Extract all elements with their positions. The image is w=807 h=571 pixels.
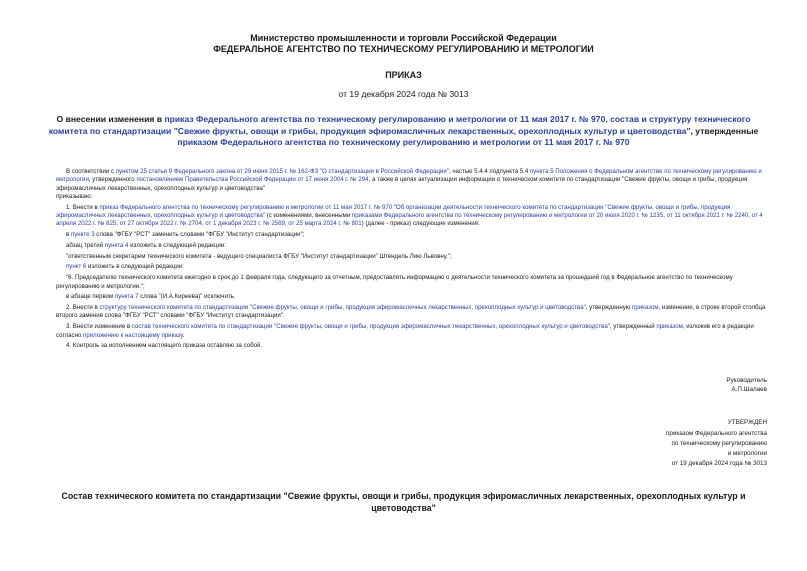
signatory-role: Руководитель [726,377,767,384]
item-1: 1. Внести в приказ Федерального агентства по техническому регулированию и метрологии от 11 мая 2017 г. № 970 "Об организации деятельности технического комитета по стандартизации "Свежие фрукты, овощи и грибы, продукция эфиромасличных лекарственных, орехоплодных культур и цветоводства" (с изменениями, внесенными приказами Федерального агентства по техническому регулированию и метрологии от 20 июля 2020 г. № 1235, от 11 октября 2021 г. № 2240, от 4 апреля 2022 г. № 825, от 27 октября 2022 г. № 2704, от 1 декабря 2023 г. № 2569, от 25 марта 2024 г. № 801) (далее - приказ) следующие изменения: [56,203,763,228]
document-body [56,168,776,351]
item-1-sub-6: в абзаце первом пункта 7 слова "(И.А.Киреева)" исключить. [66,293,236,301]
link-order-item-2[interactable]: приказом [632,304,659,312]
link-appendix[interactable]: приложению к настоящему приказу [83,331,183,339]
item-1-sub-5: "6. Председателю технического комитета ежегодно в срок до 1 февраля года, следующего за отчетным, предоставлять информацию о деятельности технического комитета за прошедший год в Федеральное агентство по техническому регулированию и метрологии."; [56,274,733,290]
ministry-name: Министерство промышленности и торговли Российской Федерации [250,33,557,43]
item-1-sub-1: в пункте 3 слова "ФГБУ "РСТ" заменить словами "ФГБУ "Институт стандартизации"; [66,231,305,239]
composition-title: Состав технического комитета по стандартизации "Свежие фрукты, овощи и грибы, продукция эфиромасличных лекарственных, орехоплодных культур и цветоводства" [61,491,746,513]
link-federal-law[interactable]: пунктом 25 статьи 9 Федерального закона от 29 июня 2015 г. № 162-ФЗ "О стандартизации в Российской Федерации" [115,168,449,175]
link-order-item-3[interactable]: приказом [656,323,683,331]
approval-line-1: приказом Федерального агентства [665,430,767,437]
item-1-sub-3: "ответственным секретарем технического комитета - ведущего специалиста ФГБУ "Институт стандартизации" Штендель Лию Львовну."; [66,252,452,260]
item-2: 2. Внести в структуру технического комитета по стандартизации "Свежие фрукты, овощи и грибы, продукция эфиромасличных лекарственных, орехоплодных культур и цветоводства", утвержденную приказом, изменение, в строке второй столбца второго заменив слова "ФГБУ "РСТ" словами "ФГБУ "Институт стандартизации". [56,304,766,320]
document-title: О внесении изменения в приказ Федерального агентства по техническому регулированию и метрологии от 11 мая 2017 г. № 970, состав и структуру технического комитета по стандартизации "Свежие фрукты, овощи и грибы, продукция эфиромасличных лекарственных, орехоплодных культур и цветоводства", утвержденные приказом Федерального агентства по техническому регулированию и метрологии от 11 мая 2017 г. № 970 [48,114,759,147]
item-3: 3. Внести изменение в состав технического комитета по стандартизации "Свежие фрукты, овощи и грибы, продукция эфиромасличных лекарственных, орехоплодных культур и цветоводства", утвержденный приказом, изложив его в редакции согласно приложению к настоящему приказу. [56,323,754,339]
link-clause-3[interactable]: пункте 3 [70,231,95,239]
link-amending-orders[interactable]: приказами Федерального агентства по техническому регулированию и метрологии от 20 июля 2020 г. № 1235, от 11 октября 2021 г. № 2240, от 4 апреля 2022 г. № 825, от 27 октября 2022 г. № 2704, от 1 декабря 2023 г. № 2569, от 25 марта 2024 г. № 801 [56,211,763,228]
doc-type: ПРИКАЗ [385,70,422,80]
link-agency-regulation[interactable]: пункта 5 Положения о Федеральном агентстве по техническому регулированию и метрологии [56,168,762,184]
approval-line-3: и метрологии [727,450,767,457]
link-committee-composition[interactable]: состав технического комитета по стандартизации "Свежие фрукты, овощи и грибы, продукция эфиромасличных лекарственных, орехоплодных культур и цветоводства" [131,323,610,331]
agency-name: ФЕДЕРАЛЬНОЕ АГЕНТСТВО ПО ТЕХНИЧЕСКОМУ РЕГУЛИРОВАНИЮ И МЕТРОЛОГИИ [213,44,594,54]
approval-line-2: по техническому регулированию [671,440,767,447]
doc-date: от 19 декабря 2024 года № 3013 [338,89,469,99]
order-word: приказываю: [56,192,93,200]
link-government-decree[interactable]: постановлением Правительства Российской Федерации от 17 июня 2004 г. № 294 [136,176,369,184]
link-committee-structure[interactable]: структуру технического комитета по стандартизации "Свежие фрукты, овощи и грибы, продукция эфиромасличных лекарственных, орехоплодных культур и цветоводства" [99,304,586,312]
title-link-order[interactable]: приказ Федерального агентства по техническому регулированию и метрологии от 11 мая 2017 г. № 970, состав и структуру технического комитета по стандартизации "Свежие фрукты, овощи и грибы, продукция эфиромасличных лекарственных, орехоплодных культур и цветоводства" [48,114,751,136]
approval-line-4: от 19 декабря 2024 года № 3013 [671,460,767,467]
signature-block [726,376,767,394]
title-link-approved-order[interactable]: приказом Федерального агентства по техническому регулированию и метрологии от 11 мая 2017 г. № 970 [177,137,630,147]
item-1-sub-4: пункт 6 изложить в следующей редакции: [66,263,184,271]
link-clause-7[interactable]: пункта 7 [114,293,139,301]
approval-heading: УТВЕРЖДЕН [727,419,767,426]
link-clause-4[interactable]: пункта 4 [104,241,129,249]
item-1-sub-2: абзац третий пункта 4 изложить в следующей редакции: [66,241,226,249]
preamble: В соответствии с пунктом 25 статьи 9 Федерального закона от 29 июня 2015 г. № 162-ФЗ "О стандартизации в Российской Федерации", частью 5.4.4 подпункта 5.4 пункта 5 Положения о Федеральном агентстве по техническому регулированию и метрологии, утвержденного постановлением Правительства Российской Федерации от 17 июня 2004 г. № 294, а также в целях актуализации информации о техническом комитете по стандартизации "Свежие фрукты, овощи и грибы, продукция эфиромасличных лекарственных, орехоплодных культур и цветоводства" [56,168,762,192]
link-order-970[interactable]: приказ Федерального агентства по техническому регулированию и метрологии от 11 мая 2017 г. № 970 "Об организации деятельности технического комитета по стандартизации "Свежие фрукты, овощи и грибы, продукция эфиромасличных лекарственных, орехоплодных культур и цветоводства" [56,203,731,219]
approval-block [666,418,767,469]
link-clause-6[interactable]: пункт 6 [66,263,87,271]
signatory-name: А.П.Шалаев [731,386,767,393]
item-4: 4. Контроль за исполнением настоящего приказа оставляю за собой. [66,342,263,350]
document-header [0,33,807,55]
